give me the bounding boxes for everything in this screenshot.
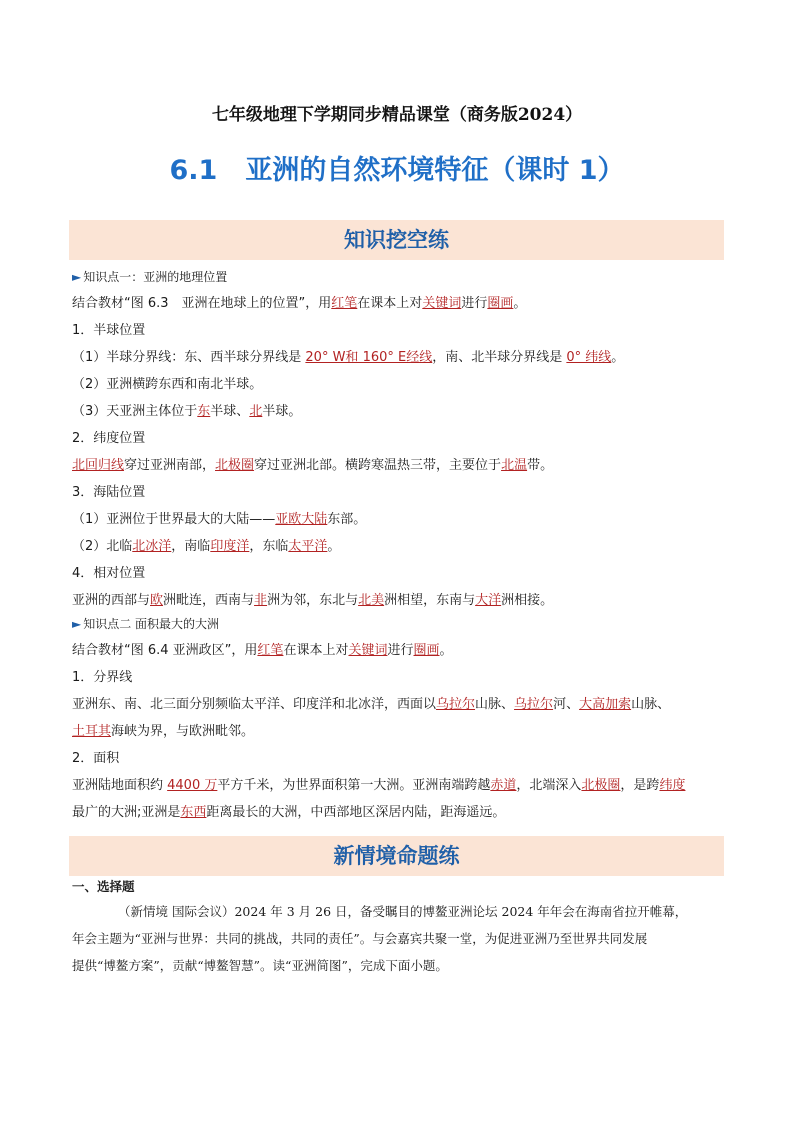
land-sea-line-1: （1）亚洲位于世界最大的大陆——亚欧大陆东部。 xyxy=(72,512,367,527)
heading-boundary: 1．分界线 xyxy=(72,670,133,685)
scenario-line-3: 提供“博鳌方案”，贡献“博鳌智慧”。读“亚洲简图”，完成下面小题。 xyxy=(72,958,448,973)
course-title: 七年级地理下学期同步精品课堂（商务版2024） xyxy=(211,105,583,125)
lesson-title xyxy=(0,148,794,187)
scenario-paragraph xyxy=(72,898,724,979)
hemisphere-line-3: （3）天亚洲主体位于东半球、北半球。 xyxy=(72,404,302,419)
heading-latitude: 2．纬度位置 xyxy=(72,431,146,446)
area-line-2: 最广的大洲;亚洲是东西距离最长的大洲，中西部地区深居内陆，距海遥远。 xyxy=(72,805,506,820)
heading-relative: 4．相对位置 xyxy=(72,566,146,581)
heading-area: 2．面积 xyxy=(72,751,120,766)
area-line-1: 亚洲陆地面积约 4400 万平方千米，为世界面积第一大洲。亚洲南端跨越赤道，北端深入北极圈，是跨纬度 xyxy=(72,778,686,793)
kp1-label: ► 知识点一：亚洲的地理位置 xyxy=(72,270,228,284)
section-banner-knowledge: 知识挖空练 xyxy=(69,220,724,260)
boundary-line-2: 土耳其海峡为界，与欧洲毗邻。 xyxy=(72,724,255,739)
heading-hemisphere: 1．半球位置 xyxy=(72,323,146,338)
heading-land-sea: 3．海陆位置 xyxy=(72,485,146,500)
hemisphere-line-1: （1）半球分界线：东、西半球分界线是 20° W和 160° E经线，南、北半球分界线是 0° 纬线。 xyxy=(72,350,625,365)
hemisphere-line-2: （2）亚洲横跨东西和南北半球。 xyxy=(72,377,263,392)
question-type: 一、选择题 xyxy=(72,879,135,894)
triangle-bullet-icon: ► xyxy=(72,270,82,284)
section-banner-new-context: 新情境命题练 xyxy=(69,836,724,876)
scenario-line-1: （新情境 国际会议）2024 年 3 月 26 日，备受瞩目的博鳌亚洲论坛 2024 年年会在海南省拉开帷幕， xyxy=(118,904,688,919)
triangle-bullet-icon: ► xyxy=(72,617,82,631)
kp1-intro: 结合教材“图 6.3 亚洲在地球上的位置”，用红笔在课本上对关键词进行圈画。 xyxy=(72,296,527,311)
scenario-line-2: 年会主题为“亚洲与世界：共同的挑战，共同的责任”。与会嘉宾共聚一堂，为促进亚洲乃至世界共同发展 xyxy=(72,931,648,946)
lesson-number: 6.1 xyxy=(169,155,218,186)
land-sea-line-2: （2）北临北冰洋，南临印度洋，东临太平洋。 xyxy=(72,539,341,554)
relative-line-1: 亚洲的西部与欧洲毗连，西南与非洲为邻，东北与北美洲相望，东南与大洋洲相接。 xyxy=(72,593,554,608)
lesson-name: 亚洲的自然环境特征（课时 1） xyxy=(245,155,625,186)
kp2-label: ► 知识点二 面积最大的大洲 xyxy=(72,617,220,631)
kp2-intro: 结合教材“图 6.4 亚洲政区”，用红笔在课本上对关键词进行圈画。 xyxy=(72,643,453,658)
boundary-line-1: 亚洲东、南、北三面分别频临太平洋、印度洋和北冰洋，西面以乌拉尔山脉、乌拉尔河、大高加索山脉、 xyxy=(72,697,671,712)
latitude-line-1: 北回归线穿过亚洲南部，北极圈穿过亚洲北部。横跨寒温热三带，主要位于北温带。 xyxy=(72,458,554,473)
